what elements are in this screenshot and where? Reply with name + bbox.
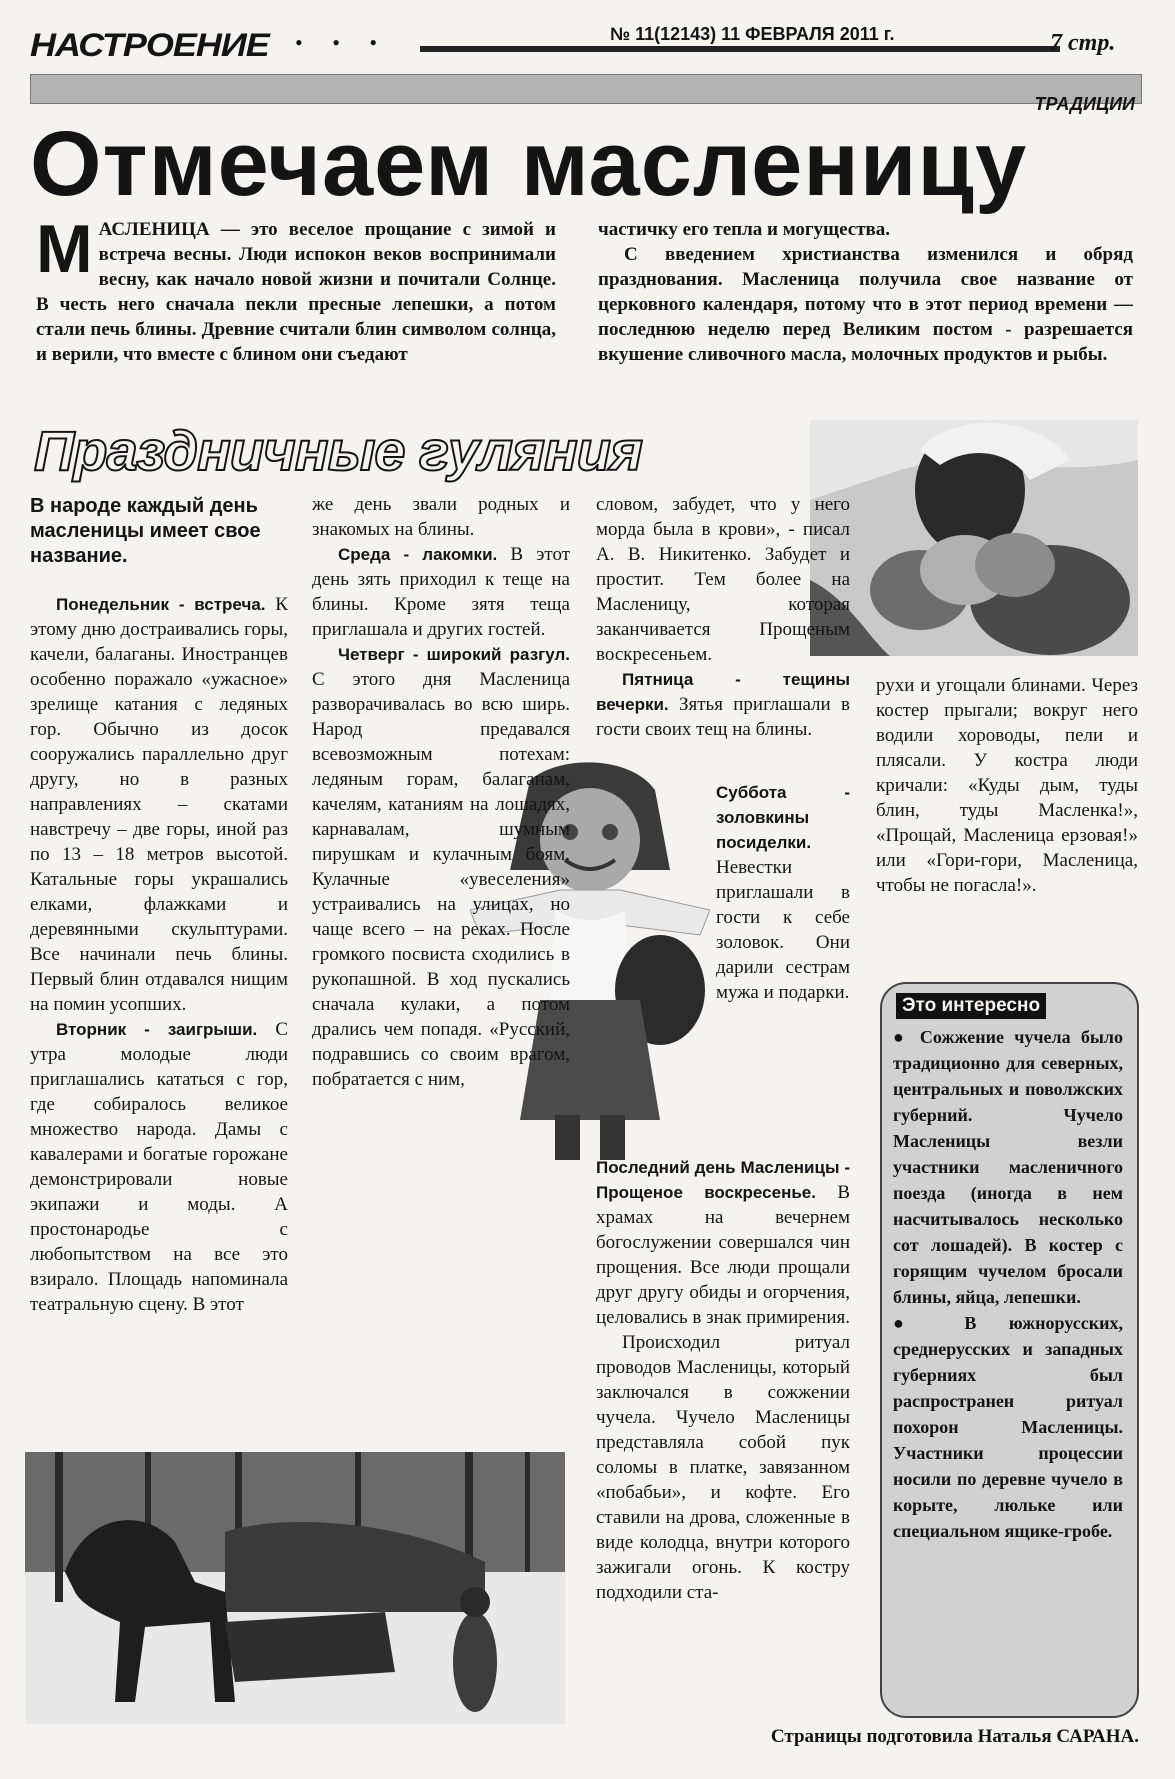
issue-date: № 11(12143) 11 ФЕВРАЛЯ 2011 г. <box>600 24 905 45</box>
photo-mittens <box>810 420 1138 656</box>
article-intro: В народе каждый день масленицы имеет свое название. <box>30 495 261 567</box>
column-3-lower <box>596 1155 850 1605</box>
thursday-text: С этого дня Масленица разворачивалась во всю ширь. Народ предавался всевозможным потехам: ледяным горам, балаганам, качелям, катаниям на лошадях, карнавалам, шумным пирушкам и кулачным боям. Кулачные «увеселения» устраивались на улицах, но чаще всего – на реках. После громкого посвиста сходились в рукопашной. В ход пускались сначала кулаки, а потом дрались чем попадя. «Русский, подравшись со своим врагом, побратается с ним, <box>312 669 570 1090</box>
saturday-heading: Суббота - золовкины посиделки. <box>716 783 850 852</box>
section-name: НАСТРОЕНИЕ <box>30 26 269 64</box>
drop-cap: М <box>36 211 93 287</box>
info-box-body <box>893 1024 1123 1544</box>
lead-right <box>598 217 1133 367</box>
page-number: 7 стр. <box>1050 30 1116 56</box>
lead-right-p2: С введением христианства изменился и обряд празднования. Масленица получила свое название от церковного календаря, потому что в этот период времени — последнюю неделю перед Великим постом - разрешается вкушение сливочного масла, молочных продуктов и рыбы. <box>598 244 1133 365</box>
section-dots: • • • <box>295 30 390 55</box>
sunday-heading: Последний день Масленицы - Прощеное воскресенье. <box>596 1158 850 1202</box>
tuesday-text: С утра молодые люди приглашались кататься с гор, где собиралось великое множество народа. Дамы с кавалерами и богатые горожане демонстрировали новые экипажи и моды. А простонародье с любопытством на все это взирало. Площадь напоминала театральную сцену. В этот <box>30 1019 288 1315</box>
col3-top: словом, забудет, что у него морда была в крови», - писал А. В. Никитенко. Забудет и простит. Тем более на Масленицу, которая заканчивается Прощеным воскресеньем. <box>596 494 850 665</box>
photo-sleigh-ride-image <box>25 1452 565 1724</box>
tuesday-heading: Вторник - заигрыши. <box>56 1020 258 1039</box>
col2-top: же день звали родных и знакомых на блины. <box>312 494 570 540</box>
info-box-p2: ● В южнорусских, среднерусских и западных губерниях был распространен ритуал похорон Масленицы. Участники процессии носили по деревне чучело в корыте, люльке или специальном ящике-гробе. <box>893 1313 1123 1541</box>
friday-heading: Пятница - тещины вечерки. <box>596 670 850 714</box>
wednesday-heading: Среда - лакомки. <box>338 545 498 564</box>
thursday-heading: Четверг - широкий разгул. <box>338 645 570 664</box>
article-headline: Отмечаем масленицу <box>30 113 1028 215</box>
monday-text: К этому дню достраивались горы, качели, балаганы. Иностранцев особенно поражало «ужасное» зрелище катания с ледяных гор. Обычно из досок сооружались параллельно друг другу, но в разных направлениях – скатами навстречу – две горы, иной раз по 13 – 18 метров высотой. Катальные горы украшались елками, флажками и деревянными скульптурами. Все начинали печь блины. Первый блин отдавался нищим на помин усопших. <box>30 594 288 1015</box>
lead-right-p1: частичку его тепла и могущества. <box>598 219 891 240</box>
info-box-p1: ● Сожжение чучела было традиционно для северных, центральных и поволжских губерний. Чучело Масленицы везли участники масленичного поезда (иногда в нем насчитывалось несколько сот лошадей). В костер с горящим чучелом бросали блины, яйца, лепешки. <box>893 1027 1123 1307</box>
monday-heading: Понедельник - встреча. <box>56 595 266 614</box>
photo-mittens-image <box>810 420 1138 656</box>
header-rule <box>420 46 1060 52</box>
column-4 <box>876 673 1138 898</box>
section-subhead: Праздничные гуляния <box>34 419 642 482</box>
ritual-text: Происходил ритуал проводов Масленицы, который заключался в сожжении чучела. Чучело Масленицы представляла собой пук соломы в платке, завязанном «побабьи», и кофте. Его ставили на дрова, сложенные в виде колодца, внутри которого зажигали огонь. К костру подходили ста- <box>596 1332 850 1603</box>
author-credit: Страницы подготовила Наталья САРАНА. <box>770 1726 1139 1747</box>
lead-left-text: АСЛЕНИЦА — это веселое прощание с зимой и встреча весны. Люди испокон веков воспринимали весну, как начало новой жизни и почитали Солнце. В честь него сначала пекли пресные лепешки, а потом стали печь блины. Древние считали блин символом солнца, и верили, что вместе с блином они съедают <box>36 219 556 365</box>
saturday-text: Невестки приглашали в гости к себе золовок. Они дарили сестрам мужа и подарки. <box>716 857 850 1003</box>
column-1 <box>30 592 288 1317</box>
header-band <box>30 74 1142 104</box>
col4-text: рухи и угощали блинами. Через костер прыгали; вокруг него водили хороводы, пели и плясали. У костра люди кричали: «Куды дым, туды блин, туды Масленка!», «Прощай, Масленица ерзовая!» или «Гори-гори, Масленица, чтобы не погасла!». <box>876 675 1138 896</box>
column-3 <box>596 492 850 742</box>
info-box-title: Это интересно <box>896 993 1046 1019</box>
photo-sleigh-ride <box>25 1452 565 1724</box>
friday-text: Зятья приглашали в гости своих тещ на блины. <box>596 694 850 740</box>
column-2 <box>312 492 570 1092</box>
wednesday-text: В этот день зять приходил к теще на блины. Кроме зятя теща приглашала и других гостей. <box>312 544 570 640</box>
column-3-narrow <box>716 780 850 1005</box>
sunday-text: В храмах на вечернем богослужении совершался чин прощения. Все люди прощали друг другу обиды и огорчения, целовались в знак примирения. <box>596 1182 850 1328</box>
rubric-label: ТРАДИЦИИ <box>1034 94 1135 114</box>
lead-left <box>36 211 556 367</box>
